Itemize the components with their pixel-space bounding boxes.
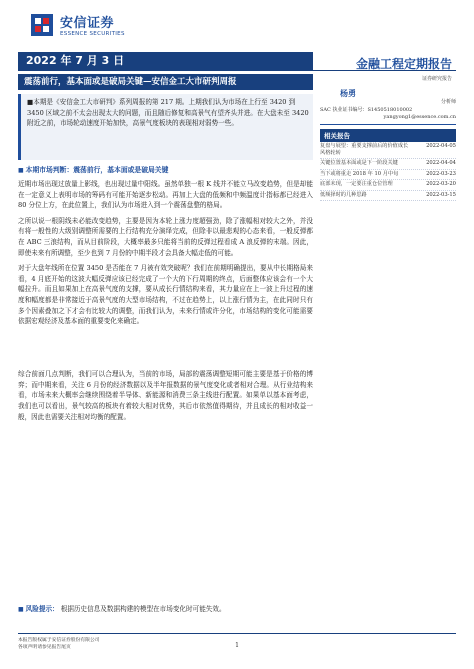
related-report-title[interactable]: 复盘与展望：重要支撑前后的价值成长风格轮转 [320, 142, 409, 156]
brand-logo [30, 12, 125, 37]
brand-name-en: ESSENCE SECURITIES [60, 31, 125, 37]
main-content [18, 94, 313, 465]
related-report-item[interactable] [320, 159, 456, 169]
sidebar [320, 88, 456, 201]
analyst-title-row [320, 99, 456, 107]
body-paragraph: 综合前面几点判断，我们可以合理认为，当前的市场，局部的震荡调整短期可能主要是基于价格的博弈；而中期来看，关注 6 月份的经济数据以及半年报数据的景气度变化或者相对合理。从行业结构来看，市场未来大概率会继续围绕着半导体、新能源和消费三条主线进行配置。如果单以基本面考虑，我们也可以看出，景气较高的板块有着较大相对优势，其后市依然值得期待，并且成长的相对收益一般，因此也需要关注相对均衡的配置。 [18, 370, 313, 421]
body-paragraph: 近期市场出现过放量上影线，也出现过量中阳线。虽然单独一根 K 线并不能立马改变趋势，但是却能在一定意义上表明市场的筹码有可能开始逐步松动。再加上大盘的低频和中频温度计指标都已经进入 80 分位上方，在此位置上，我们认为市场进入到一个震荡盘整的格局。 [18, 180, 313, 210]
abstract-box [18, 94, 313, 160]
brand-logo-icon [30, 13, 54, 37]
risk-text: 根据历史信息及数据构建的模型在市场变化时可能失效。 [60, 605, 226, 613]
abstract-text: ■本期是《安信金工大市研判》系列周报的第 217 期。上期我们认为市场在上行至 3420 到 3450 区域之前不太会出现太大的问题，而且随后修复和高景气有望齐头并进。在大盘未至 3420 附近之前，市场轮动速度开始加快，高景气度板块的表现相对弱势一些。 [27, 98, 309, 128]
footer-disclaimer: 各项声明请参见报告尾页 [18, 645, 71, 650]
page-number: 1 [235, 642, 239, 649]
body-paragraph: 之所以说一根阴线未必能改变趋势，主要是因为本轮上涨力度超强劲，除了涨幅相对较大之外，并没有将一般性的大级别调整所需要的上行结构充分演绎完成，但除非以最悲观的心态来看，一般反弹都在 ABC 三浪结构，而从目前阶段，大概率最多只能将当前的反弹过程看成 A 浪反弹的末端。因此，即使未来有所调整，至少也到 7 月份的中期半段才会具备大幅走低的可能。 [18, 216, 313, 257]
related-report-date: 2022-03-23 [426, 170, 456, 177]
body-paragraph: 对于大盘年线所在位置 3450 是否能在 7 月被有效突破呢？我们在前期明确提出，要从中长期格局来看，4 月底开始的这波大幅反弹应该已经完成了一个大的下行周期的终点，后面整体应该会有一个大幅拉升。而且如果加上在高景气度的支撑，要从成长行情结构来看，其力量应在上一波上升过程的速度和幅度都是非常接近于高景气度的大型市场结构，不过在趋势上，以上涨行情为主，在此同时只有多个因素叠加之下才会有比较大的调整，而我们认为，未来行情或许分化，市场结构的变化可能需要依据宏观经济及基本面的重要变化来确定。 [18, 264, 313, 326]
analyst-sac-row [320, 107, 456, 115]
risk-warning [18, 604, 456, 616]
related-report-item[interactable] [320, 170, 456, 180]
related-report-item[interactable] [320, 142, 456, 160]
brand-text [60, 12, 125, 37]
analyst-name: 杨勇 [340, 89, 356, 98]
brand-name-cn: 安信证券 [60, 16, 115, 31]
report-type: 金融工程定期报告 [355, 57, 452, 71]
report-title: 震荡前行，基本面或是破局关键—安信金工大市研判周报 [18, 74, 313, 90]
related-report-date: 2022-03-20 [426, 181, 456, 188]
related-report-title[interactable]: 底部未现，一定要注重仓位管理 [320, 181, 393, 188]
related-report-date: 2022-04-04 [426, 160, 456, 167]
related-report-date: 2022-03-15 [426, 191, 456, 198]
section-heading-market-view: ■ 本期市场判断：震荡前行，基本面或是破局关键 [18, 164, 313, 174]
footer-copyright: 本报告版权属于安信证券股份有限公司 [18, 638, 100, 643]
analyst-sac: SAC 执业证书编号：S1450518010002 [320, 106, 413, 113]
report-date: 2022 年 7 月 3 日 [18, 52, 313, 70]
related-report-title[interactable]: 当下或将重走 2018 年 10 月中旬 [320, 170, 399, 177]
analyst-email-row [320, 114, 456, 122]
analyst-email[interactable]: yangyong1@essence.com.cn [383, 114, 456, 120]
related-report-title[interactable]: 关键位置基本面或是下一阶段关键 [320, 160, 398, 167]
page-header [30, 12, 450, 48]
analyst-title: 分析师 [440, 99, 456, 105]
report-subtype: 证券研究报告 [421, 76, 452, 82]
page-footer [18, 633, 456, 651]
related-report-item[interactable] [320, 180, 456, 190]
related-reports-heading: 相关报告 [320, 129, 456, 142]
related-report-title[interactable]: 低频择时的几种思路 [320, 191, 367, 198]
risk-label: ■ 风险提示： [18, 605, 59, 613]
analyst-divider [320, 124, 456, 125]
related-report-item[interactable] [320, 191, 456, 201]
related-report-date: 2022-04-05 [426, 142, 456, 149]
